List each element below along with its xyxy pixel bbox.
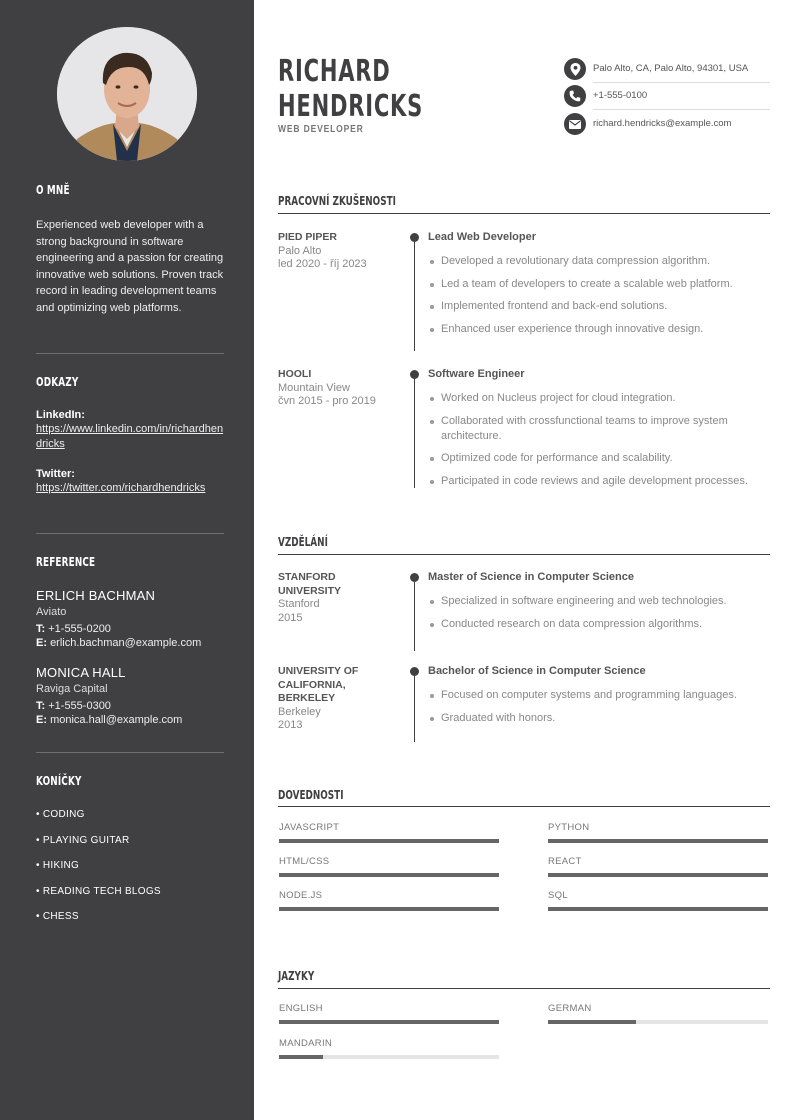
linkedin-link[interactable]: https://www.linkedin.com/in/richardhendricks (36, 423, 224, 450)
skill-item (548, 856, 768, 867)
twitter-label: Twitter: (36, 468, 75, 480)
about-heading: O MNĚ (36, 183, 70, 197)
position-title: Lead Web Developer (428, 231, 536, 243)
language-bar-fill (548, 1020, 636, 1024)
skill-bar (279, 907, 499, 911)
main-content (254, 0, 794, 1120)
degree-title: Master of Science in Computer Science (428, 571, 635, 583)
timeline-line (414, 671, 415, 742)
employment-dates: čvn 2015 - pro 2019 (278, 395, 376, 407)
timeline-line (414, 374, 415, 488)
twitter-link[interactable]: https://twitter.com/richardhendricks (36, 482, 206, 494)
entry-meta (278, 231, 393, 272)
responsibilities-list (428, 254, 770, 344)
entry-meta (278, 571, 388, 625)
company-name: PIED PIPER (278, 231, 337, 243)
section-rule (278, 806, 770, 807)
reference-item (36, 665, 224, 726)
education-heading: VZDĚLÁNÍ (278, 535, 328, 549)
skill-item (548, 890, 768, 901)
section-rule (278, 554, 770, 555)
languages-heading: JAZYKY (278, 969, 315, 983)
language-item (548, 1003, 768, 1014)
school-location: Stanford (278, 598, 320, 610)
language-item (279, 1003, 499, 1014)
candidate-name (278, 54, 457, 124)
first-name: RICHARD (278, 54, 391, 89)
reference-item (36, 588, 224, 649)
skill-name: REACT (548, 856, 582, 867)
links-section (36, 375, 224, 389)
list-item: Enhanced user experience through innovative design. (428, 322, 770, 337)
reference-name: ERLICH BACHMAN (36, 588, 156, 603)
address-text: Palo Alto, CA, Palo Alto, 94301, USA (593, 63, 749, 74)
position-title: Software Engineer (428, 368, 525, 380)
section-rule (278, 988, 770, 989)
skill-bar-fill (548, 839, 768, 843)
contact-email (564, 113, 770, 135)
profile-photo-image (57, 27, 197, 161)
contact-address (564, 58, 770, 80)
responsibilities-list (428, 391, 770, 496)
link-twitter (36, 468, 224, 496)
list-item: Specialized in software engineering and web technologies. (428, 594, 770, 609)
company-name: HOOLI (278, 368, 312, 380)
skill-bar (279, 873, 499, 877)
section-rule (278, 213, 770, 214)
skill-bar-fill (548, 873, 768, 877)
contact-phone (564, 85, 770, 107)
list-item: Developed a revolutionary data compression algorithm. (428, 254, 770, 269)
hobbies-heading: KONÍČKY (36, 774, 82, 788)
phone-text: +1-555-0100 (593, 90, 648, 101)
about-body (36, 217, 224, 316)
skill-item (548, 822, 768, 833)
language-bar (279, 1055, 499, 1059)
job-title: WEB DEVELOPER (278, 124, 364, 135)
experience-entry (278, 231, 770, 351)
profile-photo (57, 27, 197, 161)
language-item (279, 1038, 499, 1049)
list-item: Led a team of developers to create a scalable web platform. (428, 277, 770, 292)
company-location: Mountain View (278, 381, 350, 394)
skill-bar-fill (279, 873, 499, 877)
list-item: Graduated with honors. (428, 711, 770, 726)
hobby-item: • HIKING (36, 860, 80, 871)
references-heading: REFERENCE (36, 555, 96, 569)
experience-entry (278, 368, 770, 492)
list-item: Implemented frontend and back-end solutions. (428, 299, 770, 314)
skill-bar-fill (548, 907, 768, 911)
language-bar (548, 1020, 768, 1024)
list-item: Focused on computer systems and programming languages. (428, 688, 770, 703)
reference-phone: T: +1-555-0200 (36, 623, 111, 635)
list-item: Optimized code for performance and scalability. (428, 451, 770, 466)
degree-title: Bachelor of Science in Computer Science (428, 665, 646, 677)
entry-meta (278, 665, 388, 733)
references-section (36, 555, 224, 569)
skill-name: HTML/CSS (279, 856, 330, 867)
education-details (428, 594, 770, 639)
list-item: Conducted research on data compression algorithms. (428, 617, 770, 632)
reference-email: E: monica.hall@example.com (36, 714, 183, 726)
sidebar-divider (36, 353, 224, 354)
timeline-line (414, 577, 415, 651)
hobby-item: • PLAYING GUITAR (36, 834, 130, 846)
language-bar-fill (279, 1055, 323, 1059)
reference-company: Aviato (36, 606, 67, 618)
skill-name: SQL (548, 890, 568, 901)
list-item: Participated in code reviews and agile development processes. (428, 474, 770, 489)
reference-phone: T: +1-555-0300 (36, 700, 111, 712)
skill-item (279, 890, 499, 901)
employment-dates: led 2020 - říj 2023 (278, 258, 367, 270)
timeline-line (414, 237, 415, 351)
language-name: GERMAN (548, 1003, 592, 1014)
language-bar-fill (279, 1020, 499, 1024)
skill-bar (279, 839, 499, 843)
language-name: MANDARIN (279, 1038, 333, 1049)
hobbies-section (36, 774, 224, 788)
reference-company: Raviga Capital (36, 683, 108, 695)
language-bar (279, 1020, 499, 1024)
school-name: STANFORD UNIVERSITY (278, 571, 342, 597)
skill-bar-fill (279, 907, 499, 911)
company-location: Palo Alto (278, 244, 322, 257)
skill-name: NODE.JS (279, 890, 323, 901)
skill-bar (548, 907, 768, 911)
sidebar-divider (36, 752, 224, 753)
sidebar (0, 0, 254, 1120)
links-heading: ODKAZY (36, 375, 79, 389)
hobbies-list (36, 809, 224, 929)
reference-email: E: erlich.bachman@example.com (36, 637, 202, 649)
location-pin-icon (564, 58, 586, 80)
hobby-item: • READING TECH BLOGS (36, 885, 161, 897)
graduation-year: 2015 (278, 611, 303, 624)
hobby-item: • CHESS (36, 911, 79, 922)
experience-heading: PRACOVNÍ ZKUŠENOSTI (278, 194, 396, 208)
phone-icon (564, 85, 586, 107)
contact-divider (593, 82, 770, 83)
skill-bar (548, 873, 768, 877)
about-text: Experienced web developer with a strong background in software engineering and a passion for creating innovative web solutions. Proven track record in leading development teams and optimizing web platforms. (36, 219, 224, 314)
education-details (428, 688, 770, 733)
school-name: UNIVERSITY OF CALIFORNIA, BERKELEY (278, 665, 359, 704)
skills-heading: DOVEDNOSTI (278, 788, 344, 802)
skill-item (279, 822, 499, 833)
skill-bar (548, 839, 768, 843)
linkedin-label: LinkedIn: (36, 409, 85, 421)
email-text: richard.hendricks@example.com (593, 118, 732, 129)
skill-item (279, 856, 499, 867)
entry-meta (278, 368, 393, 409)
link-linkedin (36, 409, 224, 452)
contact-divider (593, 109, 770, 110)
skill-name: PYTHON (548, 822, 590, 833)
about-section (36, 183, 224, 197)
school-location: Berkeley (278, 705, 321, 718)
language-name: ENGLISH (279, 1003, 323, 1014)
skill-bar-fill (279, 839, 499, 843)
last-name: HENDRICKS (278, 89, 424, 124)
education-entry (278, 571, 770, 651)
skill-name: JAVASCRIPT (279, 822, 340, 833)
envelope-icon (564, 113, 586, 135)
list-item: Collaborated with crossfunctional teams to improve system architecture. (428, 414, 770, 444)
reference-name: MONICA HALL (36, 665, 126, 680)
sidebar-divider (36, 533, 224, 534)
graduation-year: 2013 (278, 719, 303, 731)
hobby-item: • CODING (36, 809, 85, 820)
education-entry (278, 665, 770, 742)
list-item: Worked on Nucleus project for cloud integration. (428, 391, 770, 406)
